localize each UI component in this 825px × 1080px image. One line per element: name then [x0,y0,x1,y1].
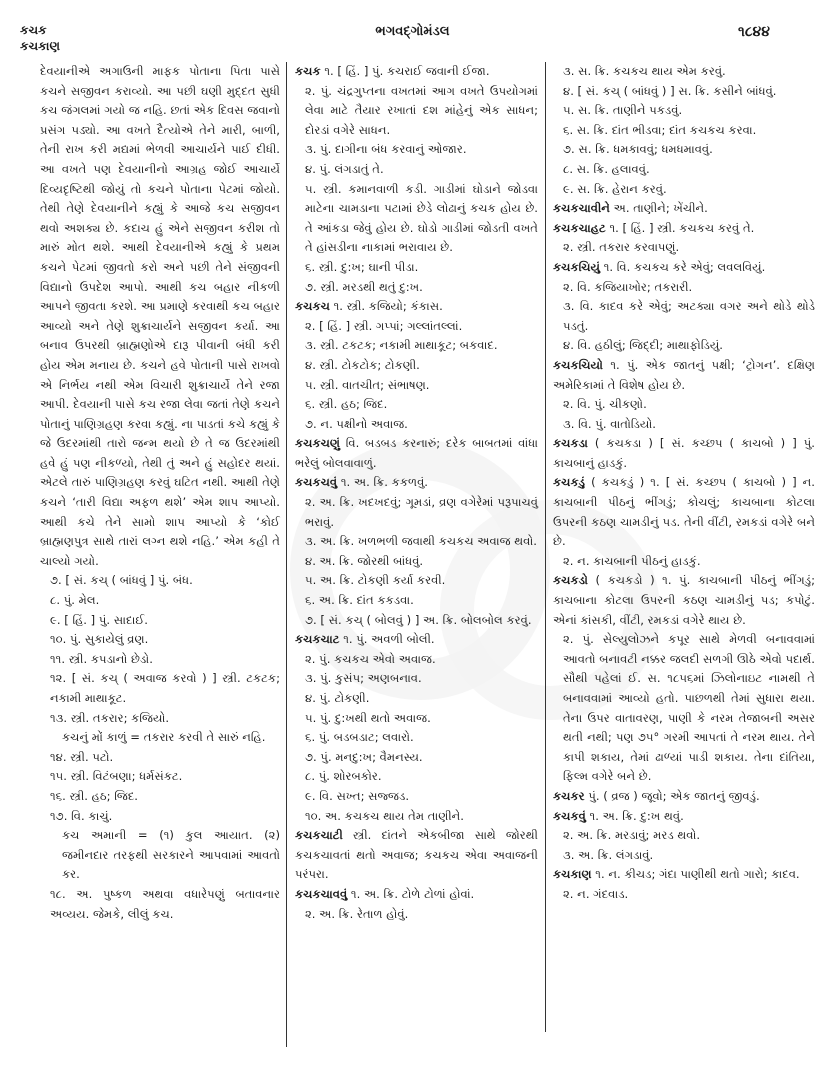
entry-definition: અ. તાણીને; ખેંચીને. [609,201,708,216]
sense-definition: કચ અમાની = (૧) કુલ આયાત. (૨) જમીનદાર તરફથી સરકારને આપવામાં આવતો કર. [62,828,280,882]
dictionary-entry [553,865,815,885]
entry-definition: ( કચકડો ) ૧. પું. કાચબાની પીઠનું ભીંગડું; કાચબાના કોટલા ઉપરની કઠણ ચામડીનું પડ; કપોટું. એનાં કાંસકી, વીંટી, રમકડાં વગેરે થાય છે. [553,573,815,627]
sense-definition: ૩. અ. ક્રિ. ખળભળી જવાથી કચકચ અવાજ થવો. [305,534,537,549]
sense-definition: ૪. પું. ટોકણી. [305,691,370,705]
dictionary-entry [553,434,815,473]
entry-definition: ૧. [ હિં. ] પું. કચરાઈ જવાની ઈજા. [320,64,490,78]
sense-definition: ૨. સ્ત્રી. તકરાર કરવાપણું. [563,240,680,255]
entry-headword: કચકચાટી [295,828,343,843]
sense-definition: ૧૫. સ્ત્રી. વિટંબણા; ધર્મસંકટ. [50,769,183,784]
entry-definition: વિ. બડબડ કરનારું; દરેક બાબતમાં વાંધા ભરેલું બોલવાવાળું. [295,436,538,470]
dictionary-entry [553,571,815,630]
sense-definition: ૧૦. પું. સુકાયેલું વ્રણ. [50,632,149,647]
sense-definition: ૮. પું. શોરબકોર. [305,769,382,784]
sense-definition: ૧૨. [ સં. કચ્ ( અવાજ કરવો ) ] સ્ત્રી. ટકટક; નકામી માથાકૂટ. [50,671,280,705]
dictionary-entry [553,199,815,219]
entry-headword: કચકડો [553,573,588,588]
entry-headword: કચકડા [553,436,588,451]
sense-definition: ૧૭. વિ. કાચું. [50,808,113,823]
entry-definition: ૧. પું. એક જાતનું પક્ષી; ‘ટ્રોગન’. દક્ષિણ અમેરિકામાં તે વિશેષ હોય છે. [553,357,815,392]
sense-definition: ૮. સ. ક્રિ. હલાવવું. [563,161,650,176]
sense-definition: ૩. પું. કુસંપ; અણબનાવ. [305,671,422,686]
entry-headword: કચકર [553,788,585,803]
dictionary-entry [295,826,538,885]
dictionary-entry [295,434,538,473]
column-2 [295,62,538,924]
sense-definition: ૩. વિ. કાદવ કરે એવું; અટક્યા વગર અને થોડે થોડે પડતું. [563,299,815,333]
sense-definition: ૭. પું. મનદુ:ખ; વૈમનસ્ય. [305,749,423,764]
sense-definition: ૫. સ્ત્રી. કમાનવાળી કડી. ગાડીમાં ઘોડાને જોડવા માટેના ચામડાના પટામાં છેડે લોઢાનું કચક હોય છે. તે આંકડા જેવું હોય છે. ઘોડો ગાડીમાં જોડતી વખતે તે હાંસડીના નાકામાં ભરાવાય છે. [305,181,538,255]
sense-definition: ૧૩. સ્ત્રી. તકરાર; કજિયો. [50,710,170,725]
dictionary-entry [553,473,815,551]
sense-definition: ૪. [ સં. કચ્ ( બાંધવું ) ] સ. ક્રિ. કસીને બાંધવું. [563,83,777,98]
sense-definition: ૪. અ. ક્રિ. જોરથી બાંધવું. [305,553,424,568]
sense-definition: ૭. ન. પક્ષીનો અવાજ. [305,416,408,431]
entry-headword: કચકચ [295,299,330,314]
entry-definition: પું. ( વ્રજ ) જૂવો; એક જાતનું જીવડું. [584,788,760,803]
entry-definition: ૧. પું. અવળી બોલી. [339,632,435,647]
dictionary-entry [295,473,538,493]
sense-definition: ૧૬. સ્ત્રી. હઠ; જિદ. [50,788,138,803]
entry-definition: ૧. અ. ક્રિ. દુ:ખ થવું. [585,808,684,823]
sense-definition: ૫. પું. દુ:ખથી થતો અવાજ. [305,710,431,725]
entry-headword: કચકચાટ [295,632,340,647]
entry-headword: કચકચણું [295,436,341,451]
entry-definition: ૧. વિ. કચકચ કરે એવું; લવલવિયું. [600,259,766,274]
entry-definition: ૧. ન. કીચડ; ગંદા પાણીથી થતો ગારો; કાદવ. [591,867,800,882]
sense-definition: ૨. ન. ગંદવાડ. [563,886,629,901]
entry-definition: સ્ત્રી. દાંતને એકબીજા સાથે જોરથી કચકચાવતાં થતો અવાજ; કચકચ એવા અવાજની પરંપરા. [295,828,538,882]
sense-definition: ૨. પું. કચકચ એવો અવાજ. [305,651,436,666]
sense-definition: ૬. સ્ત્રી. હઠ; જિદ. [305,397,388,412]
sense-definition: ૨. ન. કાચબાની પીઠનું હાડકું. [563,553,701,568]
sense-definition: ૪. પું. લંગડાતું તે. [305,161,384,176]
sense-definition: ૨. [ હિં. ] સ્ત્રી. ગપ્પાં; ગલ્લાંતલ્લાં. [305,318,463,333]
book-title: ભગવદ્ગોમંડલ [375,24,450,39]
dictionary-entry [295,62,538,82]
entry-headword: કચકચાહટ [553,220,606,235]
entry-headword: કચકચાવીને [553,201,610,216]
entry-definition: ( કચકડું ) ૧. [ સં. કચ્છપ ( કાચબો ) ] ન. કાચબાની પીઠનું ભીંગડું; કોચલું; કાચબાના કોટલા ઉપરની કઠણ ચામડીનું પડ. તેની વીંટી, રમકડાં વગેરે બને છે. [553,475,815,549]
sense-definition: ૭. સ. ક્રિ. ધમકાવવું; ધમધમાવવું. [563,142,713,157]
page-header [0,0,825,58]
dictionary-entry [295,630,538,650]
sense-definition: ૧૧. સ્ત્રી. કપડાનો છેડો. [50,651,153,666]
entry-definition: ૧. અ. ક્રિ. કકળવું. [337,475,428,490]
sense-definition: ૧૮. અ. પુષ્કળ અથવા વધારેપણું બતાવનાર અવ્યય. જેમકે, લીલું કચ. [50,886,280,921]
sense-definition: ૩. પું. દાગીના બંધ કરવાનું ઓજાર. [305,142,467,157]
sense-definition: ૪. સ્ત્રી. ટોકટોક; ટોકણી. [305,357,420,372]
sense-definition: ૬. અ. ક્રિ. દાંત કકડવા. [305,593,414,608]
sense-definition: ૯. સ. ક્રિ. હેરાન કરવું. [563,181,667,196]
guide-word-first: કચક [20,23,47,37]
entry-headword: કચકચાવવું [295,886,348,901]
entry-headword: કચકવું [553,808,586,823]
dictionary-entry [553,787,815,807]
sense-definition: ૬. સ્ત્રી. દુ:ખ; ઘાની પીડા. [305,259,419,274]
sense-definition: ૮. પું. મેલ. [50,593,100,608]
sense-definition: કચનું મોં કાળું = તકરાર કરવી તે સારું નહિ. [62,730,266,745]
sense-definition: ૬. પું. બડબડાટ; લવારો. [305,730,414,745]
entry-definition: ૧. [ હિં. ] સ્ત્રી. કચકચ કરવું તે. [605,220,755,235]
sense-definition: ૩. અ. ક્રિ. લંગડાવું. [563,847,654,862]
sense-definition: ૨. અ. ક્રિ. રેતાળ હોવું. [305,906,409,921]
entry-headword: કચકચવું [295,475,338,490]
sense-definition: ૨. પું. સેલ્યુલોઝને કપૂર સાથે મેળવી બનાવવામાં આવતો બનાવટી નક્કર જલદી સળગી ઊઠે એવો પદાર્થ. સૌથી પહેલાં ઈ. સ. ૧૮૫૬માં ઝિલોનાઇટ નામથી તે બનાવવામાં આવ્યો હતો. પાછળથી તેમાં સુધારા થયા. તેના ઉપર વાતાવરણ, પાણી કે નરમ તેજાબની અસર થતી નથી; પણ ૭૫° ગરમી આપતાં તે નરમ થાય. તેને કાપી શકાય, તેમાં ઢાળ્યાં પાડી શકાય. તેના દાંતિયા, ફિલ્મ વગેરે બને છે. [563,632,815,784]
sense-definition: ૩. વિ. પું. વાતોડિયો. [563,416,656,431]
sense-definition: ૫. સ્ત્રી. વાતચીત; સંભાષણ. [305,377,430,392]
dictionary-entry [553,258,815,278]
entry-definition: ૧. અ. ક્રિ. ટોળે ટોળાં હોવાં. [347,886,475,901]
dictionary-entry [553,807,815,827]
sense-definition: ૭. સ્ત્રી. મરડથી થતું દુ:ખ. [305,279,423,294]
sense-definition: ૨. વિ. પું. ચીકણો. [563,397,647,412]
entry-headword: કચક [295,64,321,78]
entry-headword: કચકચિયું [553,259,601,274]
page-number: ૧૮૪૪ [738,24,770,40]
sense-definition: ૬. સ. ક્રિ. દાંત ભીડવા; દાંત કચકચ કરવા. [563,122,757,137]
dictionary-entry [553,219,815,239]
sense-definition: ૪. વિ. હઠીલું; જિદ્દી; માથાફોડિયું. [563,338,723,353]
sense-definition: ૯. [ હિં. ] પું. સાદાઈ. [50,612,148,627]
dictionary-entry [295,297,538,317]
sense-definition: ૫. સ. ક્રિ. તાણીને પકડવું. [563,103,683,118]
entry-headword: કચકડું [553,475,586,490]
sense-definition: ૨. અ. ક્રિ. મરડાવું; મરડ થવો. [563,828,701,843]
sense-definition: ૭. [ સં. કચ્ ( બોલવું ) ] અ. ક્રિ. બોલબોલ કરવું. [305,612,532,627]
sense-definition: ૩. સ. ક્રિ. કચકચ થાય એમ કરવું. [563,64,726,78]
sense-definition: ૨. પું. ચંદ્રગુપ્તના વખતમાં આગ વખતે ઉપયોગમાં લેવા માટે તૈયાર રખાતાં દશ માંહેનું એક સાધન; દોરડાં વગેરે સાધન. [305,83,538,137]
dictionary-entry [553,356,815,395]
sense-definition: ૨. અ. ક્રિ. ખદખદવું; ગૂમડાં, વ્રણ વગેરેમાં પરૂપાચવું ભરાવું. [305,495,538,529]
column-1 [40,62,280,924]
entry-headword: કચકચિયો [553,357,603,372]
sense-definition: ૧૦. અ. કચકચ થાય તેમ તાણીને. [305,808,464,823]
entry-headword: કચકાણ [553,867,592,882]
guide-word-last: કચકાણ [20,39,60,53]
column-3 [553,62,815,905]
entry-continuation-text: દેવયાનીએ અગાઉની માફક પોતાના પિતા પાસે કચને સજીવન કરાવ્યો. આ પછી ઘણી મુદ્દત સુધી કચ જંગલમાં ગયો જ નહિ. છતાં એક દિવસ જવાનો પ્રસંગ પડ્યો. આ વખતે દૈત્યોએ તેને મારી, બાળી, તેની રાખ કરી મદ્યમાં ભેળવી આચાર્યને પાઈ દીધી. આ વખતે પણ દેવયાનીનો આગ્રહ જોઈ આચાર્યે દિવ્યદૃષ્ટિથી જોયું તો કચને પોતાના પેટમાં જોયો. તેથી તેણે દેવયાનીને કહ્યું કે આજે કચ સજીવન થવો અશક્ય છે. કદાચ હું એને સજીવન કરીશ તો મારું મોત થશે. આથી દેવયાનીએ કહ્યું કે પ્રથમ કચને પેટમાં જીવતો કરો અને પછી તેને સંજીવની વિદ્યાનો ઉપદેશ આપો. આથી કચ બહાર નીકળી આપને જીવતા કરશે. આ પ્રમાણે કરવાથી કચ બહાર આવ્યો અને તેણે શુક્રાચાર્યને સજીવન કર્યા. આ બનાવ ઉપરથી બ્રાહ્મણોએ દારૂ પીવાની બંધી કરી હોય એમ મનાય છે. કચને હવે પોતાની પાસે રાખવો એ નિર્ભય નથી એમ વિચારી શુક્રાચાર્યે તેને રજા આપી. દેવયાની પાસે કચ રજા લેવા જતાં તેણે કચને પોતાનું પાણિગ્રહણ કરવા કહ્યું. ના પાડતાં કચે કહ્યું કે જે ઉદરમાંથી તારો જન્મ થયો છે તે જ ઉદરમાંથી હવે હું પણ નીકળ્યો, તેથી તું અને હું સહોદર થયાં. એટલે તારું પાણિગ્રહણ કરવું ઘટિત નથી. આથી તેણે કચને ‘તારી વિદ્યા અફળ થશે’ એમ શાપ આપ્યો. આથી કચે તેને સામો શાપ આપ્યો કે ‘કોઈ બ્રાહ્મણપુત્ર સાથે તારાં લગ્ન થશે નહિ.’ એમ કહી તે ચાલ્યો ગયો. [40,64,280,568]
sense-definition: ૨. વિ. કજિયાખોર; તકરારી. [563,279,693,294]
sense-definition: ૭. [ સં. કચ્ ( બાંધવું ] પું. બંધ. [50,573,193,588]
column-divider-2 [545,62,546,1032]
column-divider-1 [286,62,287,1047]
sense-definition: ૩. સ્ત્રી. ટકટક; નકામી માથાકૂટ; બકવાદ. [305,338,498,353]
entry-definition: ( કચકડા ) [ સં. કચ્છપ ( કાચબો ) ] પું. કાચબાનું હાડકું. [553,436,815,470]
entry-definition: ૧. સ્ત્રી. કજિયો; કંકાસ. [329,299,443,314]
sense-definition: ૯. વિ. સખ્ત; સજ્જડ. [305,788,410,803]
sense-definition: ૫. અ. ક્રિ. ટોકણી કર્યા કરવી. [305,573,446,588]
sense-definition: ૧૪. સ્ત્રી. પટો. [50,749,114,764]
dictionary-entry [295,885,538,905]
